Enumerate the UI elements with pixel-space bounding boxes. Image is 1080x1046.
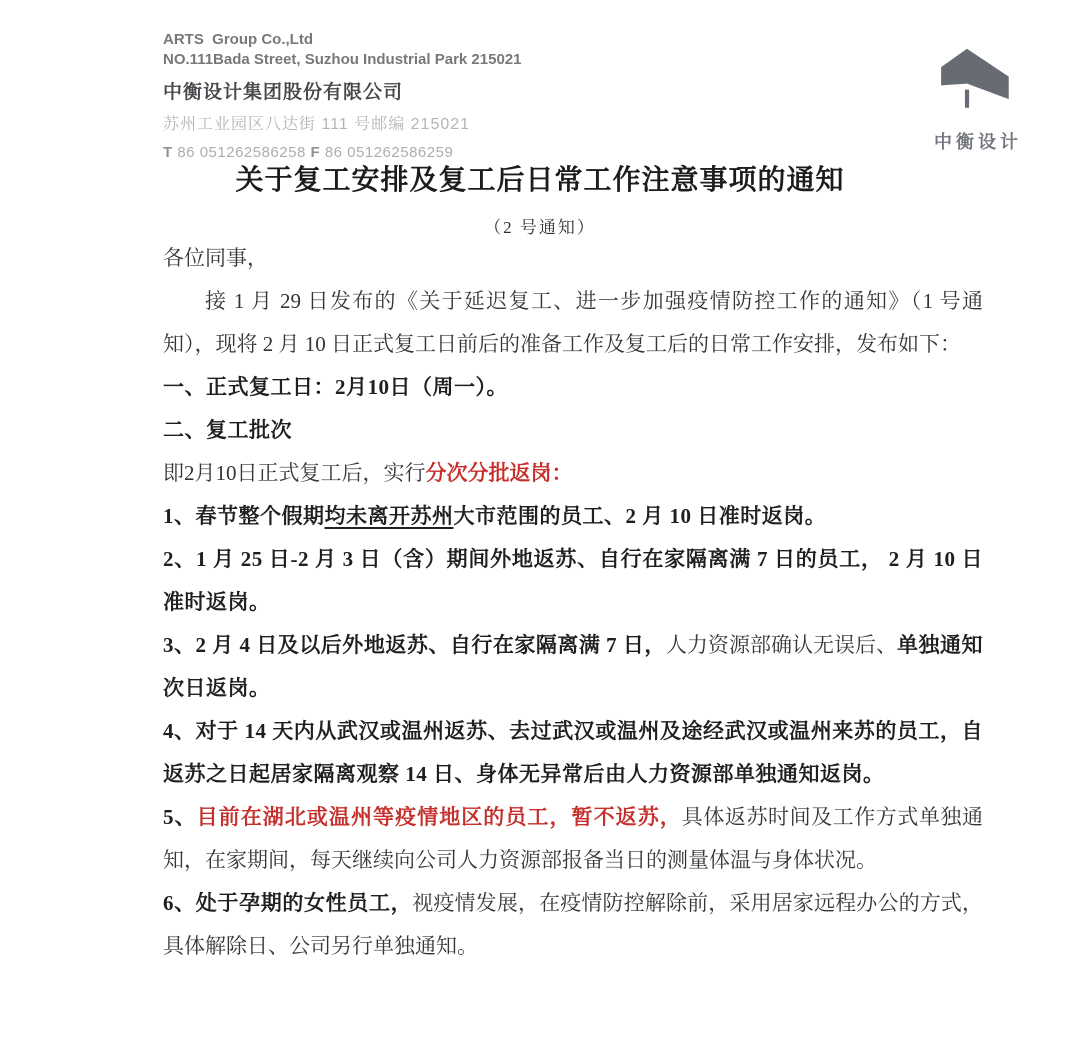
- item-6-normal-text: 视疫情发展，在疫情防控解除前，采用居家远程办公的方式，具体解除日、公司另行单独通知。: [163, 891, 984, 958]
- item-3-bold-text: 3、2 月 4 日及以后外地返苏、自行在家隔离满 7 日，: [163, 633, 666, 657]
- item-5-red-text: 目前在湖北或温州等疫情地区的员工，暂不返苏，: [196, 805, 682, 829]
- tel-label: T: [163, 144, 173, 161]
- lead-normal-text: 即2月10日正式复工后，实行: [163, 461, 426, 485]
- fax-number: 86 051262586259: [324, 144, 454, 161]
- roof-mark-icon: [931, 46, 1026, 116]
- document-title: 关于复工安排及复工后日常工作注意事项的通知: [235, 164, 845, 195]
- item-2-text: 2、1 月 25 日-2 月 3 日（含）期间外地返苏、自行在家隔离满 7 日的员工， 2 月 10 日准时返岗。: [163, 547, 983, 614]
- fax-label: F: [310, 144, 321, 161]
- item-1-underlined-text: 均未离开苏州: [324, 504, 454, 528]
- tel-number: 86 051262586258: [177, 144, 306, 161]
- document-subtitle: （2 号通知）: [484, 218, 596, 237]
- section-2-heading: 二、复工批次: [163, 418, 292, 442]
- item-4-text: 4、对于 14 天内从武汉或温州返苏、去过武汉或温州及途经武汉或温州来苏的员工，自返苏之日起居家隔离观察 14 日、身体无异常后由人力资源部单独通知返岗。: [163, 719, 983, 786]
- document-body: [163, 237, 983, 968]
- company-name-en: ARTS Group Co.,Ltd: [163, 31, 313, 48]
- salutation: 各位同事，: [163, 246, 268, 270]
- item-3-bold-tail: 单独通知次日返岗。: [163, 633, 984, 700]
- intro-paragraph: 接 1 月 29 日发布的《关于延迟复工、进一步加强疫情防控工作的通知》（1 号通知），现将 2 月 10 日正式复工日前后的准备工作及复工后的日常工作安排，发布如下：: [163, 289, 983, 356]
- company-logo: [914, 46, 1042, 154]
- notice-item-1: [163, 495, 983, 538]
- company-address-cn: 苏州工业园区八达街 111 号邮编 215021: [163, 116, 471, 133]
- item-5-number: 5、: [163, 805, 197, 829]
- item-1-text: 1、春节整个假期: [163, 504, 325, 528]
- logo-wordmark: 中衡设计: [934, 132, 1022, 152]
- company-name-cn: 中衡设计集团股份有限公司: [163, 82, 404, 103]
- notice-item-5: [163, 796, 983, 882]
- item-6-bold-text: 6、处于孕期的女性员工，: [163, 891, 413, 915]
- lead-red-text: 分次分批返岗：: [425, 461, 573, 485]
- section-2-lead: [163, 452, 983, 495]
- notice-item-2: [163, 538, 983, 624]
- notice-item-4: [163, 710, 983, 796]
- item-3-normal-text: 人力资源部确认无误后、: [665, 633, 897, 657]
- notice-item-3: [163, 624, 983, 710]
- notice-item-6: [163, 882, 983, 968]
- item-1-text-tail: 大市范围的员工、2 月 10 日准时返岗。: [453, 504, 827, 528]
- company-address-en: NO.111Bada Street, Suzhou Industrial Park 215021: [163, 51, 522, 68]
- section-1-heading: 一、正式复工日：2月10日（周一）。: [163, 375, 508, 399]
- item-5-normal-text: 具体返苏时间及工作方式单独通知，在家期间，每天继续向公司人力资源部报备当日的测量体温与身体状况。: [163, 805, 983, 872]
- letterhead: [163, 30, 521, 161]
